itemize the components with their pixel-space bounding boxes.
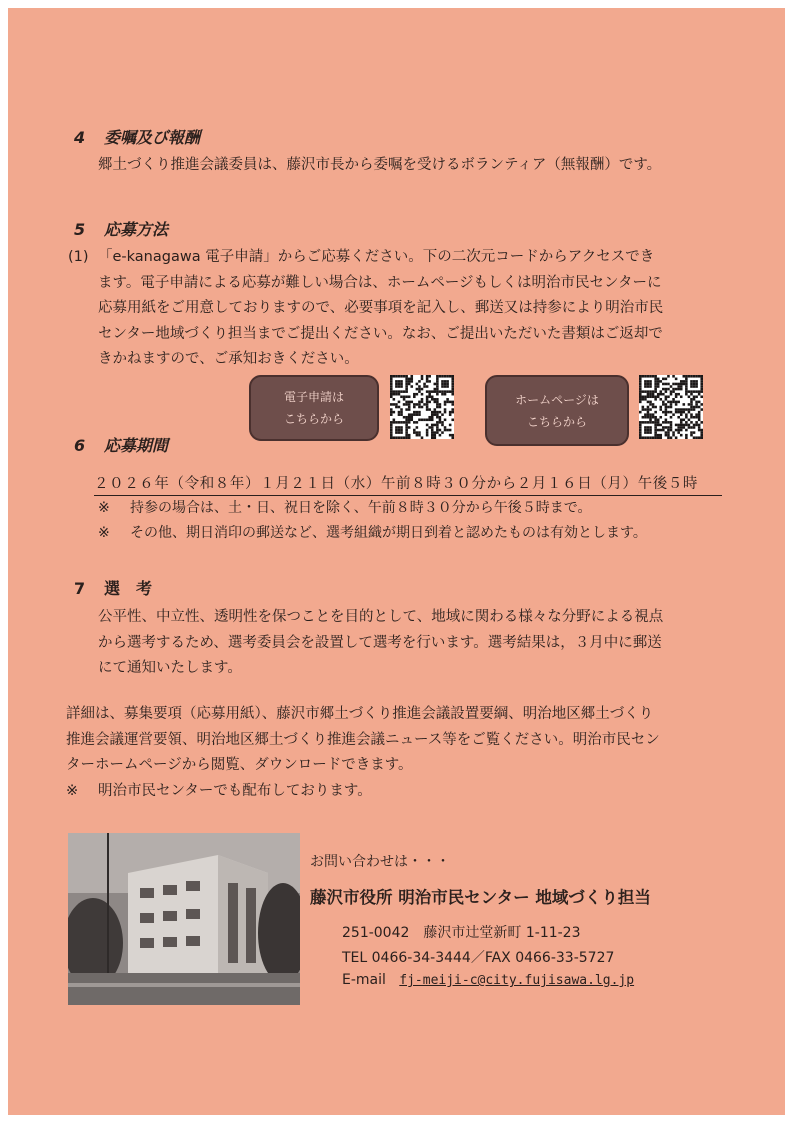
e-application-button-line2: こちらから xyxy=(283,412,344,426)
note-text: 持参の場合は、土・日、祝日を除く、午前８時３０分から午後５時まで。 xyxy=(130,500,592,516)
section-6-note xyxy=(98,497,591,517)
section-7-body xyxy=(98,605,663,682)
section-5-number: 5 xyxy=(74,220,86,239)
contact-phone-fax: TEL 0466-34-3444／FAX 0466-33-5727 xyxy=(342,950,615,966)
contact-heading: お問い合わせは・・・ xyxy=(310,854,450,870)
section-7-line: にて通知いたします。 xyxy=(98,660,242,676)
contact-address-line xyxy=(342,922,581,942)
street-address: 藤沢市辻堂新町 1-11-23 xyxy=(423,925,581,941)
details-line: ターホームページから閲覧、ダウンロードできます。 xyxy=(66,757,413,773)
section-7-line: から選考するため、選考委員会を設置して選考を行います。選考結果は，３月中に郵送 xyxy=(98,634,662,651)
email-label: E-mail xyxy=(342,972,386,988)
e-application-button[interactable] xyxy=(249,375,379,441)
email-link[interactable]: fj-meiji-c@city.fujisawa.lg.jp xyxy=(399,973,635,988)
e-application-button-line1: 電子申請は xyxy=(283,390,344,404)
section-5-heading xyxy=(74,217,168,240)
section-6-heading xyxy=(74,433,168,456)
details-note-text: 明治市民センターでも配布しております。 xyxy=(98,782,372,799)
note-mark: ※ xyxy=(98,500,110,516)
section-6-note xyxy=(98,522,647,542)
homepage-button-line2: こちらから xyxy=(526,414,587,429)
homepage-button[interactable] xyxy=(485,375,629,446)
section-5-line: 「e-kanagawa 電子申請」からご応募ください。下の二次元コードからアクセスでき xyxy=(98,249,655,265)
section-5-line: センター地域づくり担当までご提出ください。なお、ご提出いただいた書類はご返却で xyxy=(98,325,663,342)
section-6-number: 6 xyxy=(74,436,86,455)
note-mark: ※ xyxy=(98,525,110,541)
section-5-body xyxy=(98,245,738,373)
section-5-line: きかねますので、ご承知おきください。 xyxy=(98,351,359,367)
contact-email-line xyxy=(342,972,634,988)
section-5-line: ます。電子申請による応募が難しい場合は、ホームページもしくは明治市民センターに xyxy=(98,274,662,291)
homepage-qr-code[interactable] xyxy=(639,375,703,439)
section-4-title: 委嘱及び報酬 xyxy=(104,128,201,147)
e-application-qr-code[interactable] xyxy=(390,375,454,439)
postal-code: 251-0042 xyxy=(342,925,410,941)
note-mark: ※ xyxy=(66,782,79,799)
section-7-title: 選 考 xyxy=(104,579,153,598)
flyer-page xyxy=(8,8,785,1115)
contact-office: 藤沢市役所 明治市民センター 地域づくり担当 xyxy=(310,888,651,907)
section-4-body: 郷土づくり推進会議委員は、藤沢市長から委嘱を受けるボランティア（無報酬）です。 xyxy=(98,157,662,173)
section-7-line: 公平性、中立性、透明性を保つことを目的として、地域に関わる様々な分野による視点 xyxy=(98,609,664,625)
homepage-button-line1: ホームページは xyxy=(515,392,599,407)
details-note xyxy=(66,779,660,805)
details-line: 詳細は、募集要項（応募用紙）、藤沢市郷土づくり推進会議設置要綱、明治地区郷土づくり xyxy=(66,706,654,722)
section-5-item-marker: (1) xyxy=(68,249,89,265)
section-4-number: 4 xyxy=(74,128,86,147)
section-7-heading xyxy=(74,576,152,599)
details-paragraph xyxy=(66,702,660,804)
application-period: ２０２６年（令和８年）１月２１日（水）午前８時３０分から２月１６日（月）午後５時 xyxy=(94,472,722,496)
section-5-line: 応募用紙をご用意しておりますので、必要事項を記入し、郵送又は持参により明治市民 xyxy=(98,300,664,316)
section-6-title: 応募期間 xyxy=(104,436,169,455)
section-7-number: 7 xyxy=(74,579,86,598)
meiji-center-building-photo xyxy=(68,833,300,1005)
section-5-title: 応募方法 xyxy=(104,220,169,239)
note-text: その他、期日消印の郵送など、選考組織が期日到着と認めたものは有効とします。 xyxy=(130,525,647,541)
details-line: 推進会議運営要領、明治地区郷土づくり推進会議ニュース等をご覧ください。明治市民セン xyxy=(66,731,660,748)
section-4-heading xyxy=(74,125,200,148)
